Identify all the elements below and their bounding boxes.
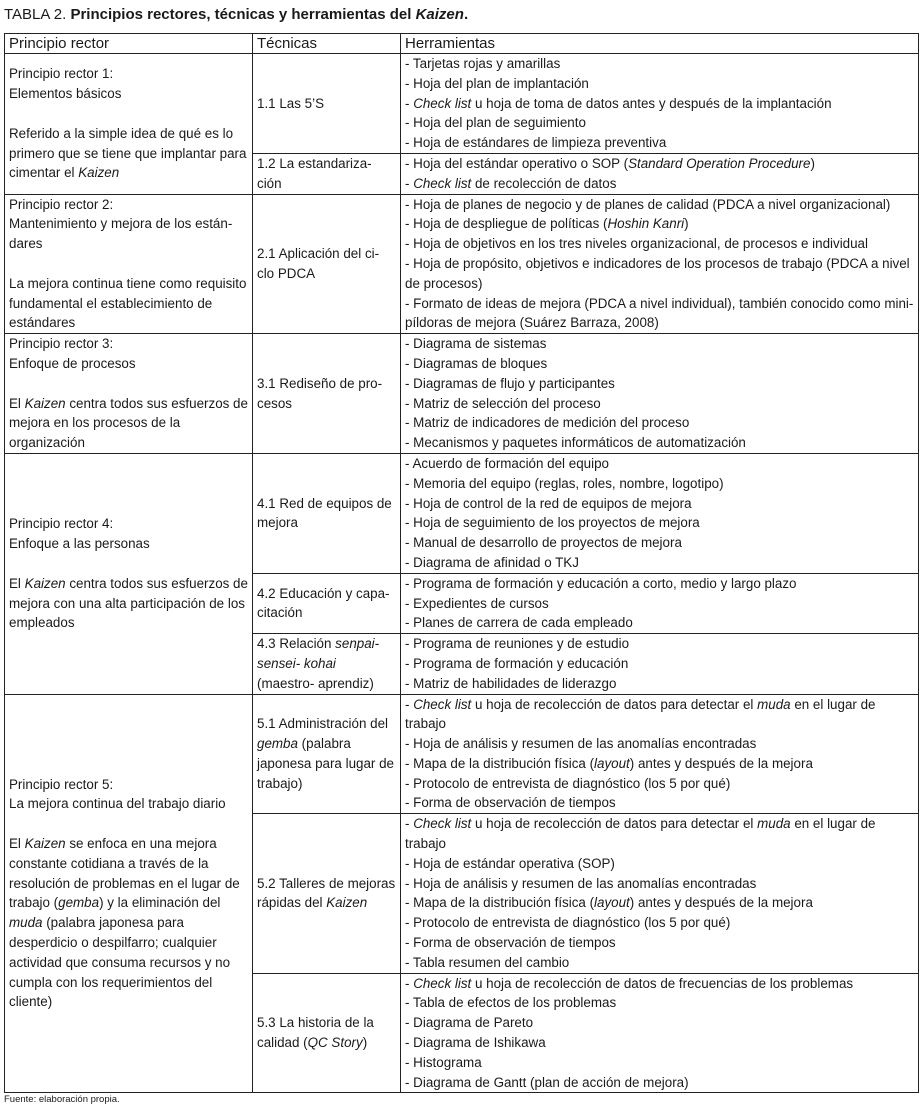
header-principio: Principio rector (5, 34, 253, 54)
text-run: - Hoja de seguimiento de los proyectos de mejora (405, 515, 700, 531)
text-run: - Formato de ideas de mejora (PDCA a nivel individual), también conocido como mini-píldoras de mejora (Suárez Barraza, 2008) (405, 295, 914, 331)
text-run: - (405, 95, 414, 111)
tools-cell (401, 694, 919, 814)
text-run: ) antes y después de la mejora (629, 755, 813, 771)
table-body (5, 54, 919, 1093)
text-run: u hoja de toma de datos antes y después de la implantación (471, 95, 832, 111)
text-run: - Matriz de selección del proceso (405, 395, 601, 411)
tools-cell (401, 453, 919, 573)
text-run: 5.3 La historia de la calidad ( (257, 1015, 374, 1051)
tool-item (405, 1013, 914, 1033)
principle-description (9, 124, 248, 183)
text-run: - Programa de formación y educación a corto, medio y largo plazo (405, 575, 797, 591)
principle-heading: Principio rector 5: (9, 776, 114, 792)
text-run: 2.1 Aplicación del ci- clo PDCA (257, 246, 380, 281)
text-run: (palabra japonesa para desperdicio o despilfarro; cualquier actividad que consuma recursos y no cumpla con los requerimientos del cliente) (9, 915, 231, 1010)
text-run: en el lugar de trabajo (405, 696, 876, 732)
text-run: - Diagrama de Gantt (plan de acción de mejora) (405, 1074, 689, 1090)
text-run: (maestro- aprendiz) (257, 675, 374, 691)
text-run: - Mapa de la distribución física ( (405, 755, 595, 771)
text-run: - Hoja de despliegue de políticas ( (405, 216, 608, 232)
tool-item (405, 574, 914, 594)
tool-item (405, 334, 914, 354)
tool-item (405, 695, 914, 735)
tool-item (405, 774, 914, 794)
italic-run: gemba (257, 736, 298, 752)
text-run: - Hoja del estándar operativo o SOP ( (405, 155, 629, 171)
tool-item (405, 793, 914, 813)
tools-cell (401, 194, 919, 334)
text-run: - Diagrama de Pareto (405, 1015, 534, 1031)
text-run: centra todos sus esfuerzos de mejora con una alta participación de los empleados (9, 575, 248, 631)
table-row (5, 694, 919, 814)
text-run: 1.2 La estandariza- ción (257, 155, 372, 191)
spacer (9, 104, 248, 124)
italic-run: Kaizen (24, 836, 66, 852)
principle-heading: Principio rector 4: (9, 516, 114, 532)
italic-run: muda (757, 816, 791, 832)
caption-italic: Kaizen (415, 6, 464, 23)
italic-run: Check list (413, 696, 472, 712)
text-run: - Expedientes de cursos (405, 595, 549, 611)
text-run: centra todos sus esfuerzos de mejora en los procesos de la organización (9, 395, 248, 451)
text-run: - Hoja de análisis y resumen de las anomalías encontradas (405, 736, 757, 752)
text-run: - (405, 975, 414, 991)
text-run: El (9, 395, 25, 411)
italic-run: Check list (413, 975, 472, 991)
text-run: - Programa de formación y educación (405, 655, 629, 671)
spacer (9, 554, 248, 574)
tool-item (405, 474, 914, 494)
header-tecnicas: Técnicas (253, 34, 401, 54)
table-row (5, 194, 919, 334)
principles-table (4, 33, 919, 1093)
table-row (5, 54, 919, 154)
text-run: - Matriz de indicadores de medición del proceso (405, 415, 690, 431)
tool-item (405, 133, 914, 153)
italic-run: QC Story (307, 1035, 363, 1051)
text-run: - (405, 696, 414, 712)
italic-run: Check list (413, 175, 472, 191)
tool-item (405, 654, 914, 674)
text-run: ) (810, 155, 815, 171)
text-run: - Forma de observación de tiempos (405, 935, 616, 951)
tool-item (405, 674, 914, 694)
tool-item (405, 893, 914, 913)
text-run: 5.1 Administración del (257, 716, 389, 732)
tool-item (405, 933, 914, 953)
text-run: - Protocolo de entrevista de diagnóstico (los 5 por qué) (405, 915, 731, 931)
text-run: 4.3 Relación (257, 636, 336, 652)
italic-run: Standard Operation Procedure (628, 155, 811, 171)
text-run: - (405, 816, 414, 832)
tool-item (405, 195, 914, 215)
tool-item (405, 113, 914, 133)
tool-item (405, 854, 914, 874)
text-run: se enfoca en una mejora constante cotidiana a través de la resolución de problemas en el lugar de trabajo ( (9, 836, 240, 911)
text-run: - Hoja de control de la red de equipos de mejora (405, 495, 692, 511)
tool-item (405, 454, 914, 474)
tool-item (405, 94, 914, 114)
technique-cell (253, 634, 401, 694)
technique-cell (253, 694, 401, 814)
principle-cell (5, 54, 253, 195)
italic-run: Kaizen (24, 395, 66, 411)
text-run: ) antes y después de la mejora (629, 895, 813, 911)
tool-item (405, 54, 914, 74)
text-run: - Manual de desarrollo de proyectos de mejora (405, 535, 682, 551)
tool-item (405, 374, 914, 394)
italic-run: layout (594, 895, 630, 911)
caption-label: TABLA 2. (4, 6, 67, 23)
text-run: Referido a la simple idea de qué es lo primero que se tiene que implantar para cimentar el (9, 125, 247, 181)
text-run: - Tarjetas rojas y amarillas (405, 56, 561, 71)
caption-end: . (463, 6, 469, 23)
text-run: ) y la eliminación del (99, 895, 221, 911)
spacer (9, 374, 248, 394)
text-run: - Tabla resumen del cambio (405, 954, 570, 970)
text-run: - Diagrama de Ishikawa (405, 1035, 546, 1051)
italic-run: muda (9, 915, 43, 931)
tool-item (405, 174, 914, 194)
text-run: - Protocolo de entrevista de diagnóstico (los 5 por qué) (405, 775, 731, 791)
tool-item (405, 294, 914, 334)
text-run: - (405, 175, 414, 191)
tool-item (405, 74, 914, 94)
source-note: Fuente: elaboración propia. (4, 1094, 120, 1105)
text-run: - Matriz de habilidades de liderazgo (405, 675, 617, 691)
technique-cell (253, 573, 401, 633)
italic-run: Kaizen (326, 895, 368, 911)
text-run: (palabra japonesa para lugar de trabajo) (257, 736, 394, 791)
text-run: ) (684, 216, 689, 232)
text-run: en el lugar de trabajo (405, 816, 876, 852)
technique-cell (253, 194, 401, 334)
text-run: u hoja de recolección de datos de frecuencias de los problemas (471, 975, 854, 991)
technique-cell (253, 334, 401, 454)
text-run: - Hoja de propósito, objetivos e indicadores de los procesos de trabajo (PDCA a nivel de procesos) (405, 255, 910, 291)
principle-description (9, 274, 248, 333)
tools-cell (401, 153, 919, 194)
text-run: - Hoja del plan de implantación (405, 75, 589, 91)
text-run: - Hoja del plan de seguimiento (405, 115, 586, 131)
tool-item (405, 513, 914, 533)
text-run: - Hoja de estándar operativa (SOP) (405, 855, 615, 871)
tool-item (405, 754, 914, 774)
text-run: - Diagrama de sistemas (405, 336, 547, 352)
table-row (5, 334, 919, 454)
text-run: - Mapa de la distribución física ( (405, 895, 595, 911)
principle-heading: Principio rector 3: (9, 336, 114, 352)
technique-cell (253, 54, 401, 154)
text-run: La mejora continua tiene como requisito fundamental el establecimiento de estándares (9, 275, 247, 331)
principle-cell (5, 453, 253, 694)
tool-item (405, 394, 914, 414)
tools-cell (401, 634, 919, 694)
text-run: - Hoja de estándares de limpieza preventiva (405, 135, 667, 151)
tool-item (405, 433, 914, 453)
technique-cell (253, 453, 401, 573)
italic-run: Hoshin Kanri (607, 216, 685, 232)
tool-item (405, 1033, 914, 1053)
table-row (5, 453, 919, 573)
caption-main: Principios rectores, técnicas y herramientas del (70, 6, 416, 23)
table-caption (4, 6, 468, 23)
tool-item (405, 913, 914, 933)
text-run: 4.1 Red de equipos de mejora (257, 495, 392, 531)
spacer (9, 254, 248, 274)
text-run: - Diagramas de flujo y participantes (405, 375, 615, 391)
technique-cell (253, 973, 401, 1093)
tool-item (405, 154, 914, 174)
text-run: - Diagramas de bloques (405, 355, 548, 371)
text-run: de recolección de datos (471, 175, 617, 191)
principle-heading: La mejora continua del trabajo diario (9, 796, 226, 812)
text-run: - Hoja de análisis y resumen de las anomalías encontradas (405, 875, 757, 891)
text-run: 4.2 Educación y capa- citación (257, 585, 390, 621)
text-run: - Memoria del equipo (reglas, roles, nombre, logotipo) (405, 475, 724, 491)
tool-item (405, 1053, 914, 1073)
italic-run: senpai- sensei- kohai (257, 636, 380, 671)
tools-cell (401, 54, 919, 154)
italic-run: gemba (58, 895, 100, 911)
tool-item (405, 594, 914, 614)
tool-item (405, 814, 914, 854)
tool-item (405, 354, 914, 374)
tool-item (405, 254, 914, 294)
text-run: El (9, 575, 25, 591)
principle-heading: Elementos básicos (9, 86, 122, 102)
tool-item (405, 993, 914, 1013)
text-run: 5.2 Talleres de mejoras rápidas del (257, 875, 396, 911)
technique-cell (253, 153, 401, 194)
tools-cell (401, 973, 919, 1093)
tool-item (405, 553, 914, 573)
tool-item (405, 974, 914, 994)
text-run: - Planes de carrera de cada empleado (405, 615, 633, 631)
principle-cell (5, 694, 253, 1093)
text-run: - Forma de observación de tiempos (405, 795, 616, 811)
principle-cell (5, 194, 253, 334)
principle-heading: Enfoque a las personas (9, 536, 150, 552)
technique-cell (253, 814, 401, 973)
italic-run: Check list (413, 816, 472, 832)
spacer (9, 814, 248, 834)
text-run: 3.1 Rediseño de pro- cesos (257, 375, 383, 411)
tools-cell (401, 814, 919, 973)
italic-run: muda (757, 696, 791, 712)
text-run: ) (362, 1035, 368, 1051)
principle-description (9, 834, 248, 1012)
header-row (5, 34, 919, 54)
italic-run: Check list (413, 95, 472, 111)
tool-item (405, 734, 914, 754)
text-run: - Diagrama de afinidad o TKJ (405, 554, 579, 570)
text-run: u hoja de recolección de datos para detectar el (471, 696, 758, 712)
principle-description (9, 574, 248, 633)
principle-heading: Principio rector 1: (9, 66, 114, 82)
caption-text (70, 6, 468, 23)
tools-cell (401, 334, 919, 454)
text-run: El (9, 836, 25, 852)
text-run: - Hoja de planes de negocio y de planes de calidad (PDCA a nivel organizacional) (405, 196, 891, 212)
principle-heading: Mantenimiento y mejora de los están- dares (9, 216, 233, 252)
tool-item (405, 494, 914, 514)
text-run: u hoja de recolección de datos para detectar el (471, 816, 758, 832)
text-run: - Hoja de objetivos en los tres niveles organizacional, de procesos e individual (405, 236, 868, 252)
text-run: - Histograma (405, 1054, 482, 1070)
text-run: - Mecanismos y paquetes informáticos de automatización (405, 435, 746, 451)
tool-item (405, 953, 914, 973)
tool-item (405, 634, 914, 654)
tool-item (405, 874, 914, 894)
tool-item (405, 214, 914, 234)
tool-item (405, 533, 914, 553)
principle-cell (5, 334, 253, 454)
text-run: - Programa de reuniones y de estudio (405, 636, 630, 652)
tool-item (405, 1073, 914, 1093)
text-run: - Acuerdo de formación del equipo (405, 455, 609, 471)
principle-description (9, 394, 248, 453)
text-run: - Tabla de efectos de los problemas (405, 995, 617, 1011)
italic-run: Kaizen (24, 575, 66, 591)
tool-item (405, 613, 914, 633)
italic-run: Kaizen (78, 165, 120, 181)
principle-heading: Principio rector 2: (9, 196, 114, 212)
tool-item (405, 413, 914, 433)
tool-item (405, 234, 914, 254)
italic-run: layout (594, 755, 630, 771)
tools-cell (401, 573, 919, 633)
header-herramientas: Herramientas (401, 34, 919, 54)
principle-heading: Enfoque de procesos (9, 355, 136, 371)
text-run: 1.1 Las 5’S (257, 95, 324, 111)
